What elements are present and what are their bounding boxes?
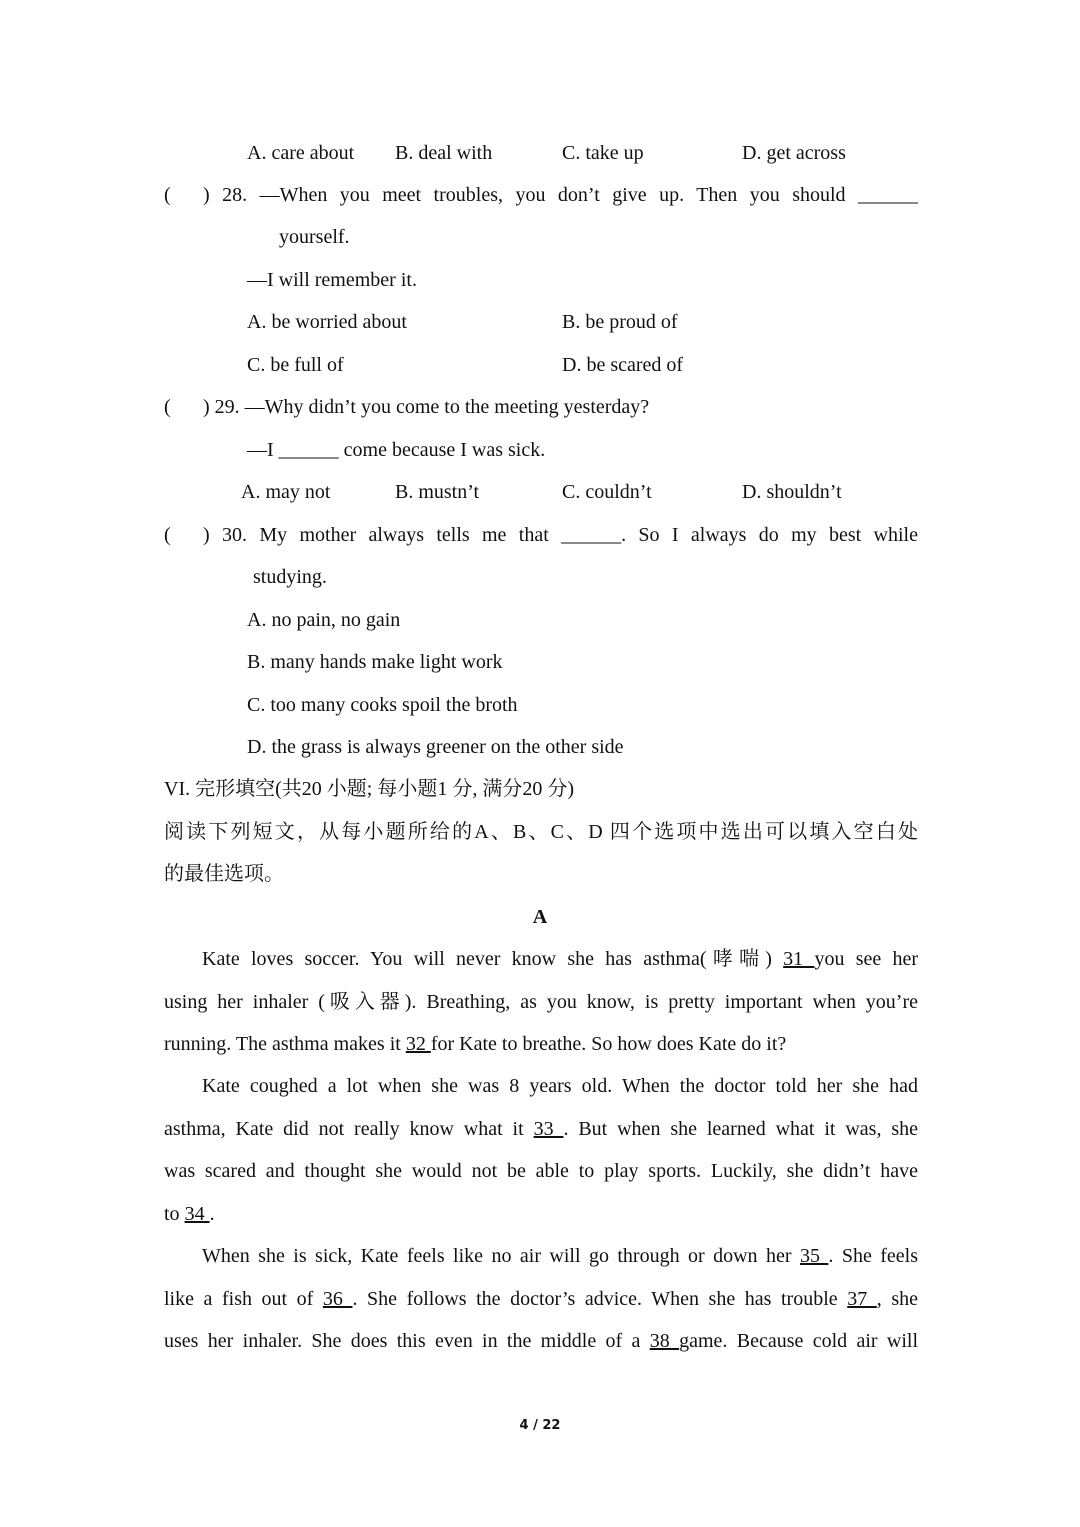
section-instruction: 阅读下列短文，从每小题所给的A、B、C、D 四个选项中选出可以填入空白处 bbox=[164, 821, 918, 843]
passage-line bbox=[164, 1116, 918, 1142]
passage-title: A bbox=[532, 906, 548, 928]
text: . She feels bbox=[828, 1245, 918, 1267]
text: . But when she learned what it was, she bbox=[563, 1118, 918, 1140]
blank-32: 32 bbox=[405, 1033, 431, 1055]
q28-reply: —I will remember it. bbox=[247, 269, 417, 291]
text: for Kate to breathe. So how does Kate do it? bbox=[430, 1033, 787, 1055]
section-instruction-cont: 的最佳选项。 bbox=[164, 863, 284, 885]
q28-prompt: ) 28. —When you meet troubles, you don’t give up. Then you should ______ bbox=[203, 184, 918, 206]
q28-option-b: B. be proud of bbox=[562, 311, 678, 333]
q29-reply: —I ______ come because I was sick. bbox=[247, 439, 546, 461]
q29-answer-paren: ( bbox=[164, 396, 171, 418]
blank-31: 31 bbox=[783, 948, 815, 970]
text: you see her bbox=[814, 948, 918, 970]
q27-option-b: B. deal with bbox=[395, 142, 493, 164]
blank-37: 37 bbox=[847, 1288, 877, 1310]
text: asthma, Kate did not really know what it bbox=[164, 1118, 534, 1140]
q29-prompt: ) 29. —Why didn’t you come to the meeting yesterday? bbox=[203, 396, 650, 418]
passage-line bbox=[202, 1243, 918, 1269]
q30-option-a: A. no pain, no gain bbox=[247, 609, 401, 631]
passage-line bbox=[164, 1286, 918, 1312]
section-heading: VI. 完形填空(共20 小题; 每小题1 分, 满分20 分) bbox=[164, 778, 574, 800]
text: game. Because cold air will bbox=[679, 1330, 918, 1352]
blank-38: 38 bbox=[649, 1330, 680, 1352]
q28-option-c: C. be full of bbox=[247, 354, 344, 376]
q30-option-d: D. the grass is always greener on the other side bbox=[247, 736, 624, 758]
q28-answer-paren: ( bbox=[164, 184, 171, 206]
text: , she bbox=[876, 1288, 918, 1310]
q28-option-d: D. be scared of bbox=[562, 354, 684, 376]
q30-option-c: C. too many cooks spoil the broth bbox=[247, 694, 518, 716]
q27-option-d: D. get across bbox=[742, 142, 846, 164]
text: . She follows the doctor’s advice. When she has trouble bbox=[352, 1288, 848, 1310]
q29-option-d: D. shouldn’t bbox=[742, 481, 842, 503]
q29-option-a: A. may not bbox=[241, 481, 331, 503]
passage-line bbox=[164, 1031, 786, 1057]
text: like a fish out of bbox=[164, 1288, 323, 1310]
q27-option-c: C. take up bbox=[562, 142, 644, 164]
passage-line: was scared and thought she would not be able to play sports. Luckily, she didn’t have bbox=[164, 1160, 918, 1182]
text: Kate loves soccer. You will never know she has asthma(哮喘) bbox=[202, 948, 784, 970]
text: to bbox=[164, 1203, 185, 1225]
q30-answer-paren: ( bbox=[164, 524, 171, 546]
page-number: 4 / 22 bbox=[519, 1418, 561, 1433]
q30-prompt-cont: studying. bbox=[253, 566, 327, 588]
text: running. The asthma makes it bbox=[164, 1033, 406, 1055]
blank-34: 34 bbox=[184, 1203, 210, 1225]
q30-prompt: ) 30. My mother always tells me that ______. So I always do my best while bbox=[203, 524, 918, 546]
q29-option-b: B. mustn’t bbox=[395, 481, 480, 503]
q28-prompt-cont: yourself. bbox=[279, 226, 350, 248]
passage-line: Kate coughed a lot when she was 8 years old. When the doctor told her she had bbox=[202, 1075, 918, 1097]
text: When she is sick, Kate feels like no air will go through or down her bbox=[202, 1245, 800, 1267]
q30-option-b: B. many hands make light work bbox=[247, 651, 503, 673]
blank-33: 33 bbox=[533, 1118, 564, 1140]
blank-36: 36 bbox=[322, 1288, 353, 1310]
q28-option-a: A. be worried about bbox=[247, 311, 407, 333]
q29-option-c: C. couldn’t bbox=[562, 481, 652, 503]
text: . bbox=[209, 1203, 215, 1225]
passage-line bbox=[164, 1201, 215, 1227]
passage-line: using her inhaler (吸入器). Breathing, as you know, is pretty important when you’re bbox=[164, 991, 918, 1013]
passage-line bbox=[164, 1328, 918, 1354]
text: uses her inhaler. She does this even in the middle of a bbox=[164, 1330, 650, 1352]
q27-option-a: A. care about bbox=[247, 142, 355, 164]
passage-line bbox=[202, 946, 918, 972]
blank-35: 35 bbox=[799, 1245, 829, 1267]
